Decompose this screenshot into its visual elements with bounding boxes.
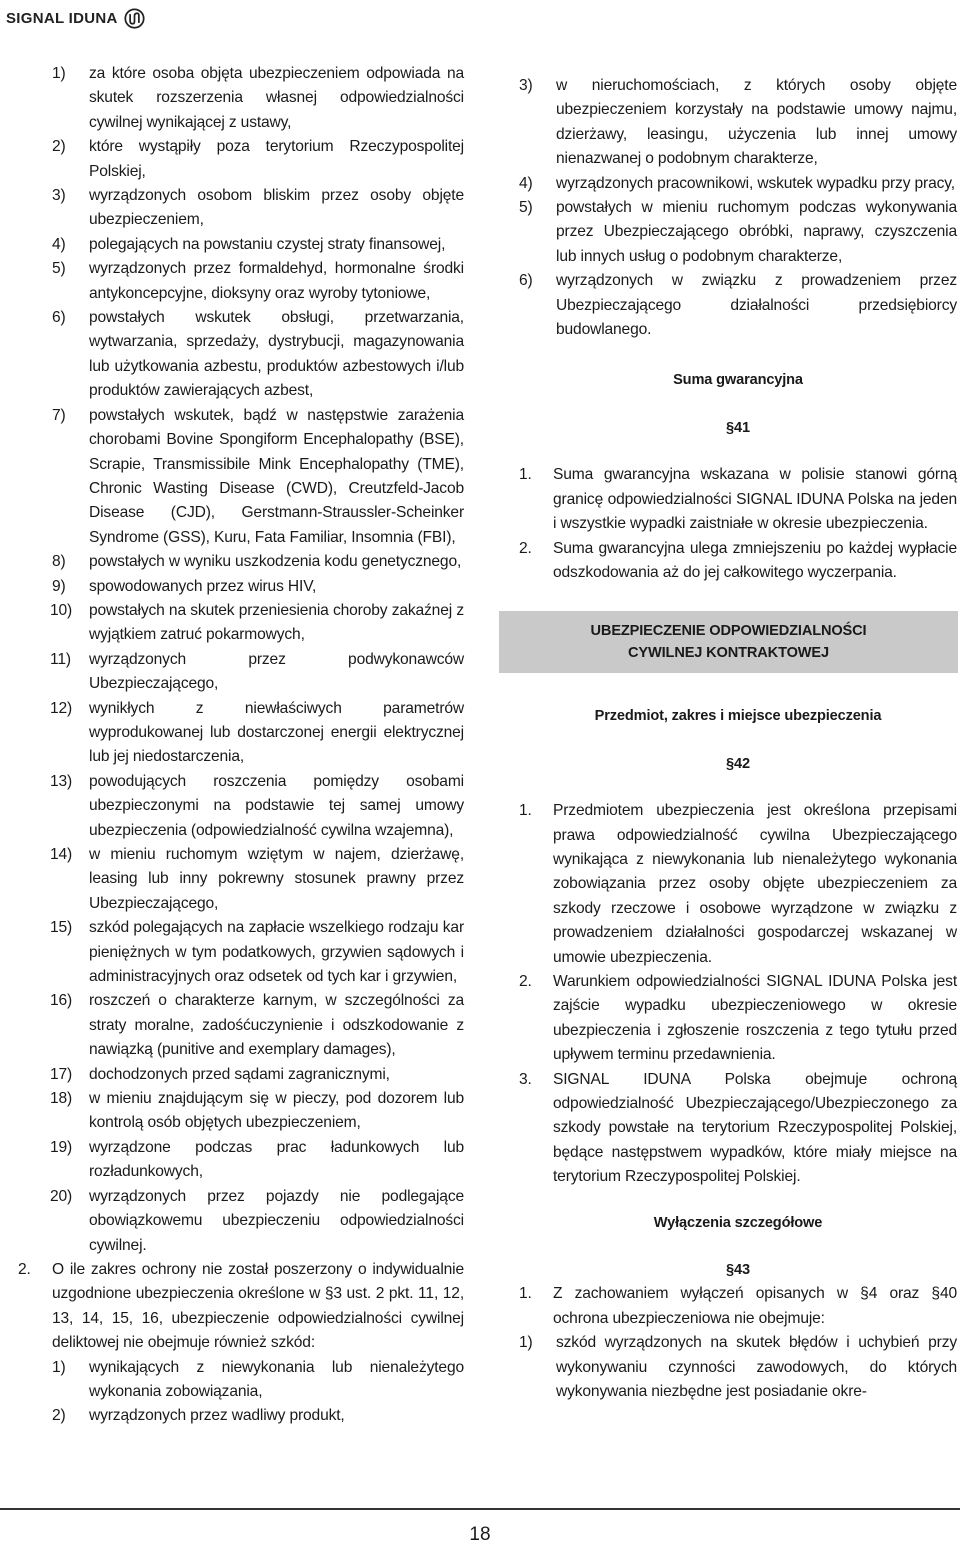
list-text: powstałych na skutek przeniesienia choroby zakaźnej z wyjątkiem zatruć pokarmowych, xyxy=(89,601,464,644)
list-text: wyrządzone podczas prac ładunkowych lub rozładunkowych, xyxy=(89,1138,464,1181)
section-band xyxy=(499,611,958,673)
list-text: wyrządzonych przez formaldehyd, hormonalne środki antykoncepcyjne, dioksyny oraz wyroby tytoniowe, xyxy=(89,260,464,302)
list-number: 2. xyxy=(519,972,532,990)
list-text: szkód wyrządzonych na skutek błędów i uchybień przy wykonywaniu czynności zawodowych, do których wykonywania niezbędne jest posiadanie okre- xyxy=(556,1334,957,1401)
list-number: 9) xyxy=(52,577,66,595)
list-number: 15) xyxy=(50,919,73,937)
list-item xyxy=(52,62,464,135)
list-number: 3) xyxy=(52,187,66,205)
list-text: w nieruchomościach, z których osoby objęte ubezpieczeniem korzystały na podstawie umowy najmu, dzierżawy, leasingu, użyczenia lub innej umowy nienazwanej o podobnym charakterze, xyxy=(556,77,957,168)
signal-iduna-logo-icon xyxy=(124,8,145,29)
list-item xyxy=(519,74,957,172)
list-number: 2) xyxy=(52,138,66,156)
list-number: 1) xyxy=(52,65,66,82)
list-number: 20) xyxy=(50,1187,73,1205)
list-number: 4) xyxy=(519,174,533,192)
list-number: 10) xyxy=(50,601,73,619)
list-number: 17) xyxy=(50,1065,73,1083)
list-text: wyrządzonych przez wadliwy produkt, xyxy=(89,1407,345,1425)
list-text: powstałych w wyniku uszkodzenia kodu genetycznego, xyxy=(89,553,462,571)
list-number: 19) xyxy=(50,1138,73,1156)
list-number: 18) xyxy=(50,1090,73,1108)
list-text: powstałych w mieniu ruchomym podczas wykonywania przez Ubezpieczającego obróbki, naprawy, czyszczenia lub innych usług o podobnym charakterze, xyxy=(556,199,957,265)
section-heading-suma: Suma gwarancyjna xyxy=(673,372,803,389)
list-text: w mieniu ruchomym wziętym w najem, dzierżawę, leasing lub inny pokrewny stosunek prawny przez Ubezpieczającego, xyxy=(89,846,464,912)
brand-name: SIGNAL IDUNA xyxy=(6,9,118,27)
list-text: spowodowanych przez wirus HIV, xyxy=(89,577,317,595)
paragraph-text: O ile zakres ochrony nie został poszerzony o indywidualnie uzgodnione ubezpieczenia określone w §3 ust. 2 pkt. 11, 12, 13, 14, 15, 16, ubezpieczenie odpowiedzialności cywilnej deliktowej nie obejmuje również szkód: xyxy=(52,1260,464,1352)
list-item xyxy=(50,916,464,989)
list-text: roszczeń o charakterze karnym, w szczególności za straty moralne, zadośćuczynienie i odszkodowanie z nawiązką (punitive and exemplary damages), xyxy=(89,992,464,1059)
section-number-41: §41 xyxy=(726,419,750,436)
band-title-line-2: CYWILNEJ KONTRAKTOWEJ xyxy=(628,645,829,662)
list-text: dochodzonych przed sądami zagranicznymi, xyxy=(89,1065,390,1083)
list-text: powstałych wskutek obsługi, przetwarzania, wytwarzania, sprzedaży, dystrybucji, magazynowania lub użytkowania azbestu, produktów azbestowych i/lub produktów zawierających azbest, xyxy=(89,309,464,400)
list-number: 5) xyxy=(519,199,533,217)
list-item xyxy=(50,1087,464,1136)
list-item xyxy=(519,196,957,269)
list-item xyxy=(50,599,464,648)
list-number: 4) xyxy=(52,235,66,253)
list-number: 12) xyxy=(50,699,73,717)
list-number: 1) xyxy=(52,1358,66,1376)
list-text: polegających na powstaniu czystej straty finansowej, xyxy=(89,235,446,253)
list-number: 8) xyxy=(52,553,66,571)
list-text: Warunkiem odpowiedzialności SIGNAL IDUNA Polska jest zajście wypadku ubezpieczeniowego w okresie ubezpieczenia i zgłoszenie roszczenia z tego tytułu przed upływem terminu przedawnienia. xyxy=(553,972,957,1064)
list-item xyxy=(52,1356,464,1405)
list-item xyxy=(50,697,464,770)
brand-header xyxy=(6,6,145,30)
list-item xyxy=(52,550,464,574)
list-number: 2. xyxy=(519,539,532,557)
list-text: powodujących roszczenia pomiędzy osobami ubezpieczonymi na podstawie tej samej umowy ubezpieczenia (odpowiedzialność cywilna wzajemna), xyxy=(89,772,464,839)
list-text: za które osoba objęta ubezpieczeniem odpowiada na skutek rozszerzenia własnej odpowiedzialności cywilnej wynikającej z ustawy, xyxy=(89,65,464,131)
list-item xyxy=(519,269,957,342)
list-number: 1. xyxy=(519,802,532,820)
list-text: wyrządzonych przez pojazdy nie podlegające obowiązkowemu ubezpieczeniu odpowiedzialności cywilnej. xyxy=(89,1187,464,1254)
list-item xyxy=(519,1331,957,1404)
list-item xyxy=(50,989,464,1062)
list-text: Suma gwarancyjna ulega zmniejszeniu po każdej wypłacie odszkodowania aż do jej całkowitego wyczerpania. xyxy=(553,539,957,581)
list-text: Suma gwarancyjna wskazana w polisie stanowi górną granicę odpowiedzialności SIGNAL IDUNA Polska na jeden i wszystkie wypadki zaistniałe w okresie ubezpieczenia. xyxy=(553,466,957,533)
list-text: Z zachowaniem wyłączeń opisanych w §4 oraz §40 ochrona ubezpieczeniowa nie obejmuje: xyxy=(553,1285,957,1327)
list-number: 3) xyxy=(519,77,533,94)
section-heading-wylaczenia: Wyłączenia szczegółowe xyxy=(653,1214,823,1231)
list-item xyxy=(52,306,464,404)
list-text: które wystąpiły poza terytorium Rzeczypospolitej Polskiej, xyxy=(89,138,464,180)
list-item xyxy=(50,1136,464,1185)
list-text: wynikłych z niewłaściwych parametrów wyprodukowanej lub dostarczonej energii elektrycznej lub jej niedostarczenia, xyxy=(89,699,464,766)
list-item xyxy=(519,1068,957,1190)
list-item xyxy=(519,537,957,586)
list-item xyxy=(519,970,957,1068)
section-heading-przedmiot: Przedmiot, zakres i miejsce ubezpieczenia xyxy=(594,708,882,725)
left-column xyxy=(18,62,464,1429)
list-item xyxy=(52,1404,464,1428)
section-number-42: §42 xyxy=(726,755,750,772)
list-number: 3. xyxy=(519,1070,532,1088)
list-item xyxy=(50,770,464,843)
right-column xyxy=(519,74,957,1404)
list-item xyxy=(52,404,464,550)
list-number: 1. xyxy=(519,466,532,484)
list-text: szkód polegających na zapłacie wszelkiego rodzaju kar pieniężnych w tym podatkowych, grzywien sądowych i administracyjnych oraz odsetek od tych kar i grzywien, xyxy=(89,919,464,986)
list-item xyxy=(50,1185,464,1258)
list-item xyxy=(52,184,464,233)
list-number: 14) xyxy=(50,846,73,863)
list-item xyxy=(50,843,464,916)
page-number: 18 xyxy=(469,1524,491,1545)
list-number: 1. xyxy=(519,1285,532,1303)
list-item xyxy=(52,233,464,257)
list-number: 5) xyxy=(52,260,66,278)
list-text: SIGNAL IDUNA Polska obejmuje ochroną odpowiedzialność Ubezpieczającego/Ubezpieczonego za szkody powstałe na terytorium Rzeczypospolitej Polskiej, będące następstwem wypadków, które miały miejsce na terytorium Rzeczypospolitej Polskiej. xyxy=(553,1070,957,1186)
list-number: 6) xyxy=(519,272,533,290)
list-number: 2) xyxy=(52,1407,66,1425)
list-number: 1) xyxy=(519,1334,533,1352)
list-item xyxy=(50,648,464,697)
footer-rule xyxy=(0,1508,960,1510)
list-text: Przedmiotem ubezpieczenia jest określona przepisami prawa odpowiedzialność cywilna Ubezpieczającego wynikająca z niewykonania lub nienależytego wykonania zobowiązania przez osoby objęte ubezpieczeniem za szkody rzeczowe i osobowe wyrządzone w związku z prowadzeniem działalności gospodarczej wskazanej w umowie ubezpieczenia. xyxy=(553,802,957,966)
list-item xyxy=(52,135,464,184)
list-item xyxy=(519,799,957,970)
list-item xyxy=(50,1063,464,1087)
list-text: powstałych wskutek, bądź w następstwie zarażenia chorobami Bovine Spongiform Encephalopathy (BSE), Scrapie, Transmissibile Mink Encephalopathy (TME), Chronic Wasting Disease (CWD), Creutzfeld-Jacob Disease (CJD), Gerstmann-Straussler-Scheinker Syndrome (GSS), Kuru, Fata Familiar, Insomnia (FBI), xyxy=(89,406,464,546)
list-number: 13) xyxy=(50,772,73,790)
list-text: wyrządzonych pracownikowi, wskutek wypadku przy pracy, xyxy=(556,174,955,192)
band-title-line-1: UBEZPIECZENIE ODPOWIEDZIALNOŚCI xyxy=(590,623,867,640)
list-number: 11) xyxy=(50,650,71,668)
list-item: 2. O ile zakres ochrony nie został poszerzony o indywidualnie uzgodnione ubezpieczenia określone w §3 ust. 2 pkt. 11, 12, 13, 14, 15, 16, ubezpieczenie odpowiedzialności cywilnej deliktowej nie obejmuje również szkód: xyxy=(18,1258,464,1356)
list-text: wyrządzonych przez podwykonawców Ubezpieczającego, xyxy=(89,650,464,693)
list-number: 6) xyxy=(52,309,66,327)
list-text: wynikających z niewykonania lub nienależytego wykonania zobowiązania, xyxy=(89,1358,464,1400)
list-item xyxy=(519,1282,957,1331)
list-text: wyrządzonych osobom bliskim przez osoby objęte ubezpieczeniem, xyxy=(89,187,464,229)
list-item xyxy=(52,575,464,599)
list-number: 7) xyxy=(52,406,66,424)
list-item xyxy=(519,172,957,196)
list-item xyxy=(52,257,464,306)
list-item xyxy=(519,463,957,536)
list-text: wyrządzonych w związku z prowadzeniem przez Ubezpieczającego działalności przedsiębiorcy budowlanego. xyxy=(556,272,957,339)
list-text: w mieniu znajdującym się w pieczy, pod dozorem lub kontrolą osób objętych ubezpieczeniem, xyxy=(89,1090,464,1132)
section-number-43: §43 xyxy=(726,1262,750,1279)
list-number: 16) xyxy=(50,992,73,1010)
